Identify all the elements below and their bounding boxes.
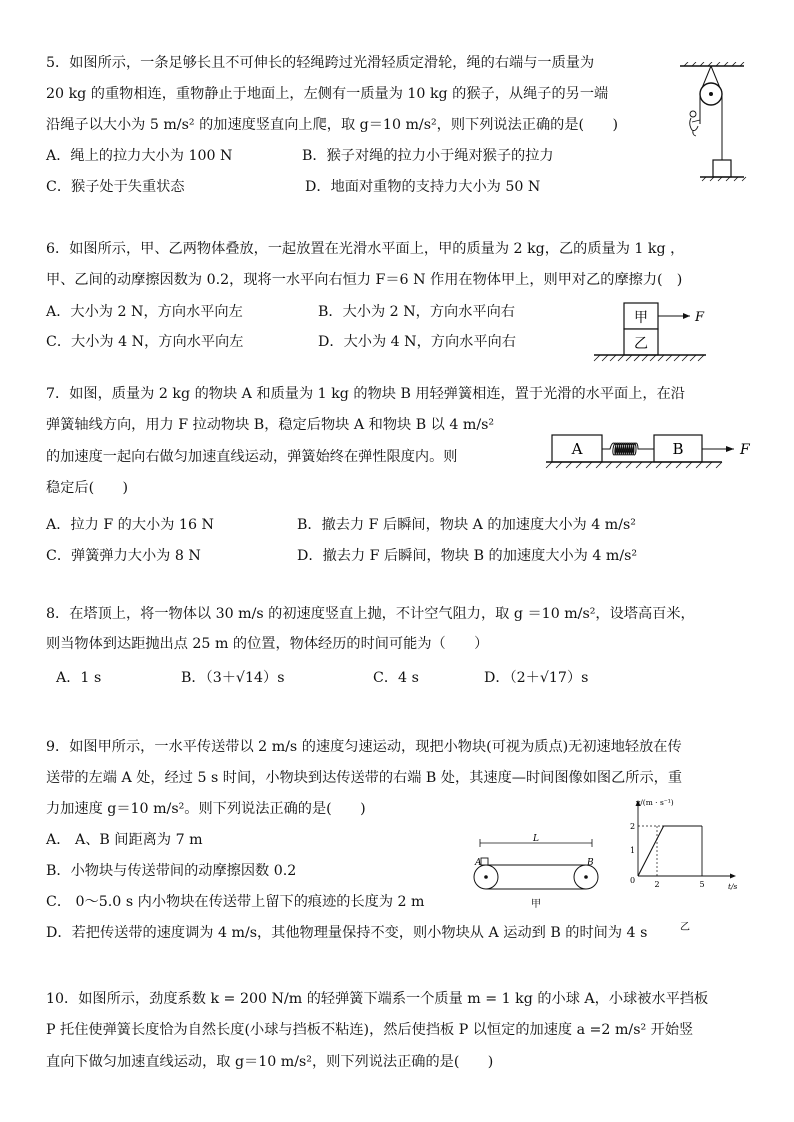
q7-line-3: 的加速度一起向右做匀加速直线运动，弹簧始终在弹性限度内。则 <box>46 449 458 465</box>
q5-option-d: D．地面对重物的支持力大小为 50 N <box>305 179 541 195</box>
spring-icon <box>602 443 654 455</box>
q6-option-b: B．大小为 2 N，方向水平向右 <box>318 304 515 320</box>
conveyor-belt-figure <box>470 832 600 910</box>
graph-xtick-2: 2 <box>654 880 660 889</box>
q9-option-d: D．若把传送带的速度调为 4 m/s，其他物理量保持不变，则小物块从 A 运动到 B 的时间为 4 s <box>46 925 648 941</box>
x-axis-arrow-icon <box>730 874 736 879</box>
force-label: F <box>740 442 750 458</box>
graph-xlabel: t/s <box>728 882 738 891</box>
graph-ytick-1: 1 <box>630 846 636 855</box>
velocity-series-line <box>638 826 702 876</box>
belt-length-label: L <box>533 834 539 844</box>
block-yi-label: 乙 <box>634 336 648 352</box>
q9-option-a: A． A、B 间距离为 7 m <box>46 832 203 848</box>
velocity-time-graph <box>616 794 746 934</box>
force-label: F <box>695 310 705 325</box>
belt-caption: 甲 <box>531 899 541 910</box>
graph-origin-label: 0 <box>630 876 636 885</box>
q6-option-a: A．大小为 2 N，方向水平向左 <box>46 304 243 320</box>
q5-line-2: 20 kg 的重物相连，重物静止于地面上，左侧有一质量为 10 kg 的猴子，从绳子的另一端 <box>46 86 609 102</box>
block-a-label: A <box>571 440 583 458</box>
block-b-label: B <box>672 440 684 458</box>
q6-line-1: 6．如图所示，甲、乙两物体叠放，一起放置在光滑水平面上，甲的质量为 2 kg，乙的质量为 1 kg ， <box>46 241 685 257</box>
stacked-blocks-figure <box>592 298 718 366</box>
q10-line-2: P 托住使弹簧长度恰为自然长度(小球与挡板不粘连)，然后使挡板 P 以恒定的加速度 a =2 m/s² 开始竖 <box>46 1022 694 1038</box>
q8-line-1: 8．在塔顶上，将一物体以 30 m/s 的初速度竖直上抛，不计空气阻力，取 g ＝10 m/s²，设塔高百米， <box>46 606 695 622</box>
q9-line-2: 送带的左端 A 处，经过 5 s 时间，小物块到达传送带的右端 B 处，其速度—时间图像如图乙所示，重 <box>46 770 683 786</box>
q6-option-d: D．大小为 4 N，方向水平向右 <box>318 334 516 350</box>
q8-option-c: C．4 s <box>373 670 419 686</box>
force-arrow-icon <box>683 313 690 319</box>
spring-blocks-figure <box>542 432 762 472</box>
q7-line-1: 7．如图，质量为 2 kg 的物块 A 和质量为 1 kg 的物块 B 用轻弹簧相连，置于光滑的水平面上，在沿 <box>46 386 685 402</box>
q5-option-c: C．猴子处于失重状态 <box>46 179 185 195</box>
block-jia-label: 甲 <box>634 310 648 326</box>
q8-option-d: D．（2＋√17）s <box>484 670 589 686</box>
q8-option-a: A．1 s <box>56 670 102 686</box>
small-block <box>481 858 488 865</box>
q10-line-3: 直向下做匀加速直线运动，取 g＝10 m/s²，则下列说法正确的是( ) <box>46 1054 494 1070</box>
q6-option-c: C．大小为 4 N，方向水平向左 <box>46 334 244 350</box>
q7-line-4: 稳定后( ) <box>46 480 129 496</box>
q7-option-d: D．撤去力 F 后瞬间，物块 B 的加速度大小为 4 m/s² <box>297 548 638 564</box>
q5-option-a: A．绳上的拉力大小为 100 N <box>46 148 233 164</box>
q7-option-a: A．拉力 F 的大小为 16 N <box>46 517 214 533</box>
force-arrow-icon <box>726 446 734 452</box>
q9-option-c: C． 0～5.0 s 内小物块在传送带上留下的痕迹的长度为 2 m <box>46 894 425 910</box>
q8-option-b: B．（3＋√14）s <box>181 670 285 686</box>
q5-option-b: B．猴子对绳的拉力小于绳对猴子的拉力 <box>302 148 554 164</box>
monkey-icon <box>690 111 700 136</box>
point-b-label: B <box>587 858 594 868</box>
q7-option-c: C．弹簧弹力大小为 8 N <box>46 548 201 564</box>
graph-ylabel: v/(m · s⁻¹) <box>636 798 674 807</box>
q10-line-1: 10．如图所示，劲度系数 k = 200 N/m 的轻弹簧下端系一个质量 m = 1 kg 的小球 A，小球被水平挡板 <box>46 991 709 1007</box>
graph-xtick-5: 5 <box>699 880 705 889</box>
q9-line-3: 力加速度 g＝10 m/s²。则下列说法正确的是( ) <box>46 801 366 817</box>
graph-ytick-2: 2 <box>630 822 636 831</box>
pulley-monkey-figure <box>678 62 748 186</box>
graph-caption: 乙 <box>680 922 690 933</box>
q5-line-1: 5．如图所示，一条足够长且不可伸长的轻绳跨过光滑轻质定滑轮，绳的右端与一质量为 <box>46 55 595 71</box>
q6-line-2: 甲、乙间的动摩擦因数为 0.2，现将一水平向右恒力 F＝6 N 作用在物体甲上，则甲对乙的摩擦力( ) <box>46 272 683 288</box>
q5-line-3: 沿绳子以大小为 5 m/s² 的加速度竖直向上爬，取 g＝10 m/s²，则下列说法正确的是( ) <box>46 117 618 133</box>
point-a-label: A <box>475 858 482 868</box>
q8-line-2: 则当物体到达距抛出点 25 m 的位置，物体经历的时间可能为（ ） <box>46 636 489 652</box>
q7-option-b: B．撤去力 F 后瞬间，物块 A 的加速度大小为 4 m/s² <box>297 517 636 533</box>
q7-line-2: 弹簧轴线方向，用力 F 拉动物块 B，稳定后物块 A 和物块 B 以 4 m/s² <box>46 417 495 433</box>
q9-option-b: B．小物块与传送带间的动摩擦因数 0.2 <box>46 863 297 879</box>
q9-line-1: 9．如图甲所示，一水平传送带以 2 m/s 的速度匀速运动，现把小物块(可视为质点)无初速地轻放在传 <box>46 739 682 755</box>
